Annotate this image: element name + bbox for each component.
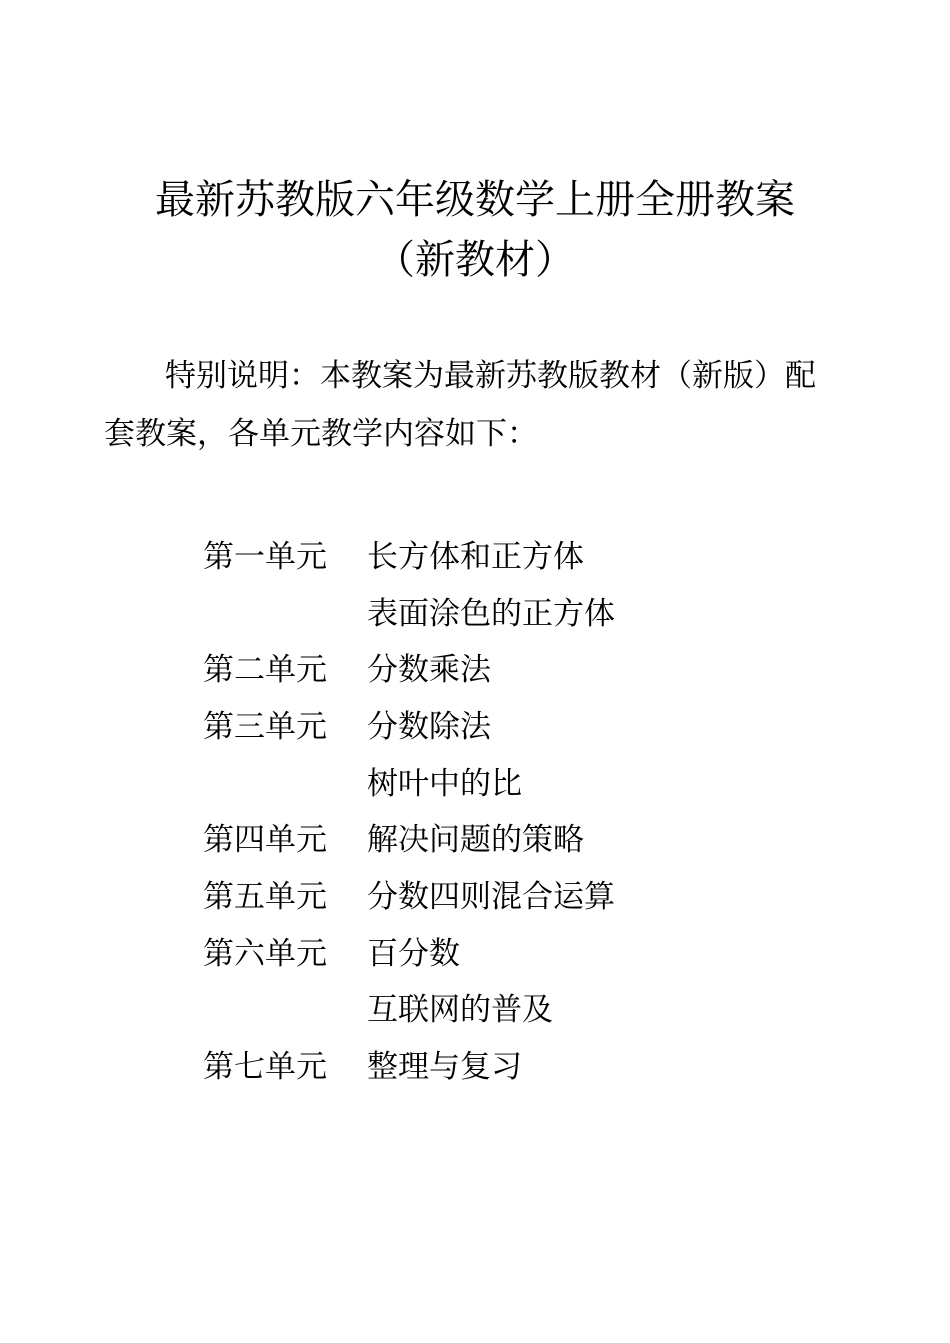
toc-topic: 表面涂色的正方体 xyxy=(367,595,615,632)
toc-topic: 分数乘法 xyxy=(367,652,491,689)
toc-row xyxy=(203,1035,615,1092)
toc-topic: 分数四则混合运算 xyxy=(367,878,615,915)
toc-topic: 解决问题的策略 xyxy=(367,822,584,859)
toc-unit-label: 第六单元 xyxy=(203,935,327,972)
toc-row xyxy=(203,525,615,582)
toc-row xyxy=(203,638,615,695)
toc-row xyxy=(203,979,615,1036)
toc-row xyxy=(203,582,615,639)
toc-topic: 分数除法 xyxy=(367,708,491,745)
toc-topic: 树叶中的比 xyxy=(367,765,522,802)
toc-row xyxy=(203,808,615,865)
toc-topic: 百分数 xyxy=(367,935,460,972)
toc-unit-label: 第一单元 xyxy=(203,538,327,575)
toc-topic: 整理与复习 xyxy=(367,1049,522,1086)
toc-unit-label: 第七单元 xyxy=(203,1049,327,1086)
unit-contents-list xyxy=(203,525,615,1092)
toc-row xyxy=(203,865,615,922)
toc-unit-label: 第二单元 xyxy=(203,652,327,689)
intro-paragraph-line-2: 套教案，各单元教学内容如下： xyxy=(104,416,538,452)
document-subtitle: （新教材） xyxy=(375,237,575,283)
toc-row xyxy=(203,752,615,809)
toc-topic: 互联网的普及 xyxy=(367,992,553,1029)
toc-unit-label: 第四单元 xyxy=(203,822,327,859)
toc-row xyxy=(203,695,615,752)
toc-unit-label: 第三单元 xyxy=(203,708,327,745)
toc-unit-label: 第五单元 xyxy=(203,878,327,915)
intro-paragraph-line-1: 特别说明：本教案为最新苏教版教材（新版）配 xyxy=(165,358,816,394)
document-title: 最新苏教版六年级数学上册全册教案 xyxy=(155,177,795,223)
toc-row xyxy=(203,922,615,979)
toc-topic: 长方体和正方体 xyxy=(367,538,584,575)
